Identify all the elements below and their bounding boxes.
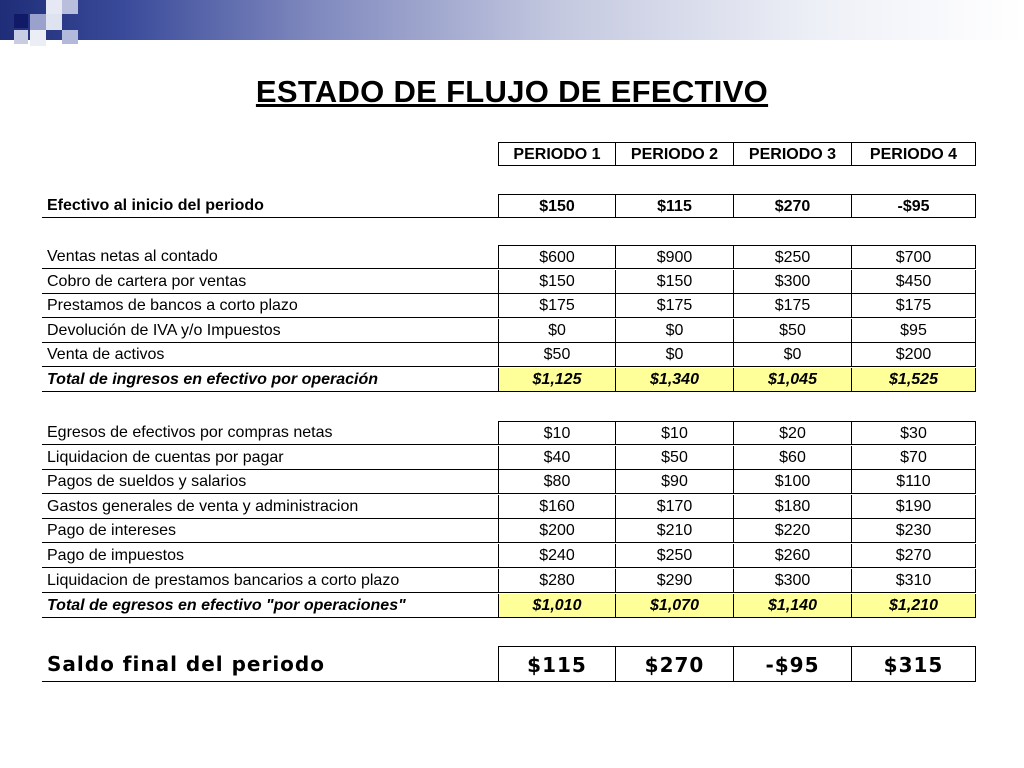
value-cell: $0 [498, 319, 616, 343]
value-cell: $175 [498, 294, 616, 318]
row-label: Cobro de cartera por ventas [42, 270, 498, 294]
value-cell: $150 [498, 270, 616, 294]
decorative-square [62, 30, 78, 44]
row-label: Saldo final del periodo [42, 646, 498, 682]
value-cell: $600 [498, 245, 616, 269]
row-label: Ventas netas al contado [42, 245, 498, 269]
value-cell: $250 [734, 245, 852, 269]
value-cell: $10 [498, 421, 616, 445]
value-cell: $40 [498, 446, 616, 470]
value-cell: $60 [734, 446, 852, 470]
decorative-square [30, 14, 46, 30]
value-cell: $250 [616, 544, 734, 568]
decorative-square [14, 30, 28, 44]
value-cell: $240 [498, 544, 616, 568]
value-cell: $50 [498, 343, 616, 367]
row-label: Total de egresos en efectivo "por operaciones" [42, 594, 498, 618]
row-label: Devolución de IVA y/o Impuestos [42, 319, 498, 343]
decorative-square [62, 0, 78, 14]
value-cell: $80 [498, 470, 616, 494]
value-cell: $0 [616, 319, 734, 343]
value-cell: $100 [734, 470, 852, 494]
value-cell: $180 [734, 495, 852, 519]
value-cell: $290 [616, 569, 734, 593]
value-cell: $900 [616, 245, 734, 269]
value-cell: $50 [734, 319, 852, 343]
value-cell: $110 [852, 470, 976, 494]
value-cell: $0 [734, 343, 852, 367]
header-banner [0, 0, 1024, 40]
page-title: ESTADO DE FLUJO DE EFECTIVO [255, 74, 769, 109]
total-cell: $1,210 [852, 594, 976, 618]
decorative-square [14, 14, 28, 28]
value-cell: $200 [498, 519, 616, 543]
value-cell: $230 [852, 519, 976, 543]
row-label: Efectivo al inicio del periodo [42, 194, 498, 218]
total-cell: $1,125 [498, 368, 616, 392]
total-cell: $1,140 [734, 594, 852, 618]
value-cell: $170 [616, 495, 734, 519]
value-cell: $175 [616, 294, 734, 318]
value-cell: $175 [734, 294, 852, 318]
value-cell: $260 [734, 544, 852, 568]
value-cell: -$95 [852, 194, 976, 218]
value-cell: $115 [498, 646, 616, 682]
row-label: Pago de intereses [42, 519, 498, 543]
value-cell: $300 [734, 569, 852, 593]
decorative-square [46, 14, 62, 30]
row-label: Prestamos de bancos a corto plazo [42, 294, 498, 318]
row-label: Total de ingresos en efectivo por operación [42, 368, 498, 392]
value-cell: $10 [616, 421, 734, 445]
value-cell: $70 [852, 446, 976, 470]
total-cell: $1,070 [616, 594, 734, 618]
value-cell: $50 [616, 446, 734, 470]
decorative-square [46, 0, 62, 14]
value-cell: $310 [852, 569, 976, 593]
row-label: Liquidacion de cuentas por pagar [42, 446, 498, 470]
row-label: Pagos de sueldos y salarios [42, 470, 498, 494]
value-cell: $280 [498, 569, 616, 593]
period-header: PERIODO 1 [498, 142, 616, 166]
total-cell: $1,045 [734, 368, 852, 392]
value-cell: $700 [852, 245, 976, 269]
period-header: PERIODO 4 [852, 142, 976, 166]
row-label: Venta de activos [42, 343, 498, 367]
value-cell: $150 [616, 270, 734, 294]
total-cell: $1,010 [498, 594, 616, 618]
row-label: Egresos de efectivos por compras netas [42, 421, 498, 445]
value-cell: -$95 [734, 646, 852, 682]
row-label: Liquidacion de prestamos bancarios a corto plazo [42, 569, 498, 593]
value-cell: $200 [852, 343, 976, 367]
value-cell: $175 [852, 294, 976, 318]
value-cell: $160 [498, 495, 616, 519]
value-cell: $220 [734, 519, 852, 543]
row-label: Gastos generales de venta y administracion [42, 495, 498, 519]
value-cell: $190 [852, 495, 976, 519]
total-cell: $1,525 [852, 368, 976, 392]
value-cell: $315 [852, 646, 976, 682]
value-cell: $270 [852, 544, 976, 568]
value-cell: $20 [734, 421, 852, 445]
value-cell: $95 [852, 319, 976, 343]
value-cell: $270 [616, 646, 734, 682]
period-header: PERIODO 3 [734, 142, 852, 166]
value-cell: $210 [616, 519, 734, 543]
value-cell: $450 [852, 270, 976, 294]
value-cell: $300 [734, 270, 852, 294]
value-cell: $90 [616, 470, 734, 494]
row-label: Pago de impuestos [42, 544, 498, 568]
total-cell: $1,340 [616, 368, 734, 392]
value-cell: $270 [734, 194, 852, 218]
value-cell: $150 [498, 194, 616, 218]
value-cell: $115 [616, 194, 734, 218]
period-header: PERIODO 2 [616, 142, 734, 166]
decorative-square [30, 30, 46, 46]
value-cell: $30 [852, 421, 976, 445]
value-cell: $0 [616, 343, 734, 367]
